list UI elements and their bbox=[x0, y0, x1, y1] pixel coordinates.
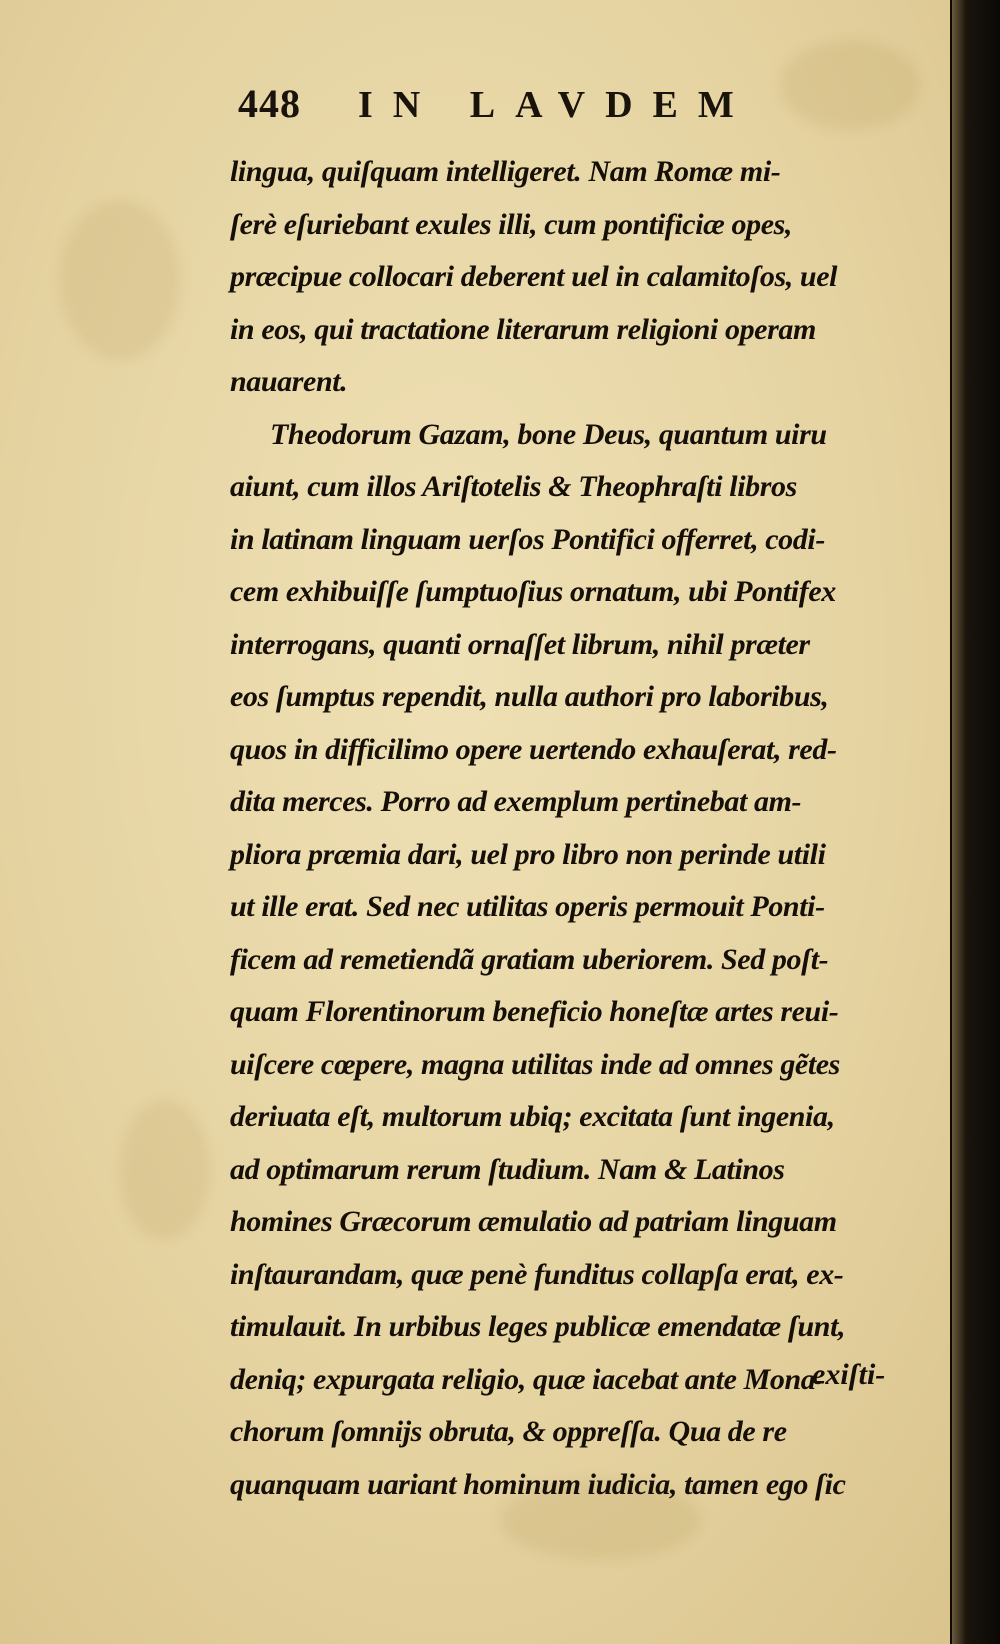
text-line: ut ille erat. Sed nec utilitas operis permouit Ponti‑ bbox=[230, 890, 825, 923]
text-line: uiſcere cœpere, magna utilitas inde ad omnes gẽtes bbox=[230, 1047, 840, 1081]
text-line: ad optimarum rerum ſtudium. Nam & Latinos bbox=[230, 1152, 785, 1186]
text-line: timulauit. In urbibus leges publicæ emendatæ ſunt, bbox=[230, 1310, 846, 1343]
text-line: lingua, quiſquam intelligeret. Nam Romæ mi‑ bbox=[230, 155, 781, 188]
page-number: 448 bbox=[238, 81, 301, 126]
text-line: aiunt, cum illos Ariſtotelis & Theophraſti libros bbox=[230, 470, 797, 503]
text-line: Theodorum Gazam, bone Deus, quantum uiru bbox=[270, 417, 827, 451]
text-line: quos in difficilimo opere uertendo exhauſerat, red‑ bbox=[230, 732, 837, 766]
text-line: quam Florentinorum beneficio honeſtæ artes reui‑ bbox=[230, 995, 839, 1028]
text-line: pliora præmia dari, uel pro libro non perinde utili bbox=[230, 837, 826, 871]
foxing-stain bbox=[120, 1100, 210, 1240]
text-line: homines Græcorum æmulatio ad patriam linguam bbox=[230, 1205, 837, 1238]
page-header bbox=[238, 80, 838, 130]
text-line: ficem ad remetiendã gratiam uberiorem. Sed poſt‑ bbox=[230, 942, 829, 976]
text-line: in latinam linguam uerſos Pontifici offerret, codi‑ bbox=[230, 522, 825, 556]
text-line: inſtaurandam, quæ penè funditus collapſa erat, ex‑ bbox=[230, 1257, 844, 1291]
text-line: præcipue collocari deberent uel in calamitoſos, uel bbox=[230, 260, 838, 293]
text-line: chorum ſomnijs obruta, & oppreſſa. Qua de re bbox=[230, 1415, 787, 1448]
text-line: eos ſumptus rependit, nulla authori pro laboribus, bbox=[230, 680, 829, 713]
catchword: exiſti‑ bbox=[812, 1358, 886, 1391]
text-line: cem exhibuiſſe ſumptuoſius ornatum, ubi Pontifex bbox=[230, 575, 836, 608]
foxing-stain bbox=[60, 200, 180, 360]
text-line: interrogans, quanti ornaſſet librum, nihil præter bbox=[230, 627, 810, 661]
text-line: ſerè eſuriebant exules illi, cum pontificiæ opes, bbox=[230, 207, 793, 241]
text-line: quanquam uariant hominum iudicia, tamen ego ſic bbox=[230, 1467, 846, 1501]
text-line: in eos, qui tractatione literarum religioni operam bbox=[230, 312, 816, 346]
text-line: deriuata eſt, multorum ubiq; excitata ſunt ingenia, bbox=[230, 1100, 835, 1133]
running-title: IN LAVDEM bbox=[358, 84, 754, 126]
text-line: dita merces. Porro ad exemplum pertinebat am‑ bbox=[230, 785, 802, 818]
body-text bbox=[230, 146, 910, 1511]
book-gutter bbox=[952, 0, 1000, 1644]
text-line: deniq; expurgata religio, quæ iacebat ante Mona‑ bbox=[230, 1362, 825, 1396]
text-line: nauarent. bbox=[230, 365, 348, 398]
